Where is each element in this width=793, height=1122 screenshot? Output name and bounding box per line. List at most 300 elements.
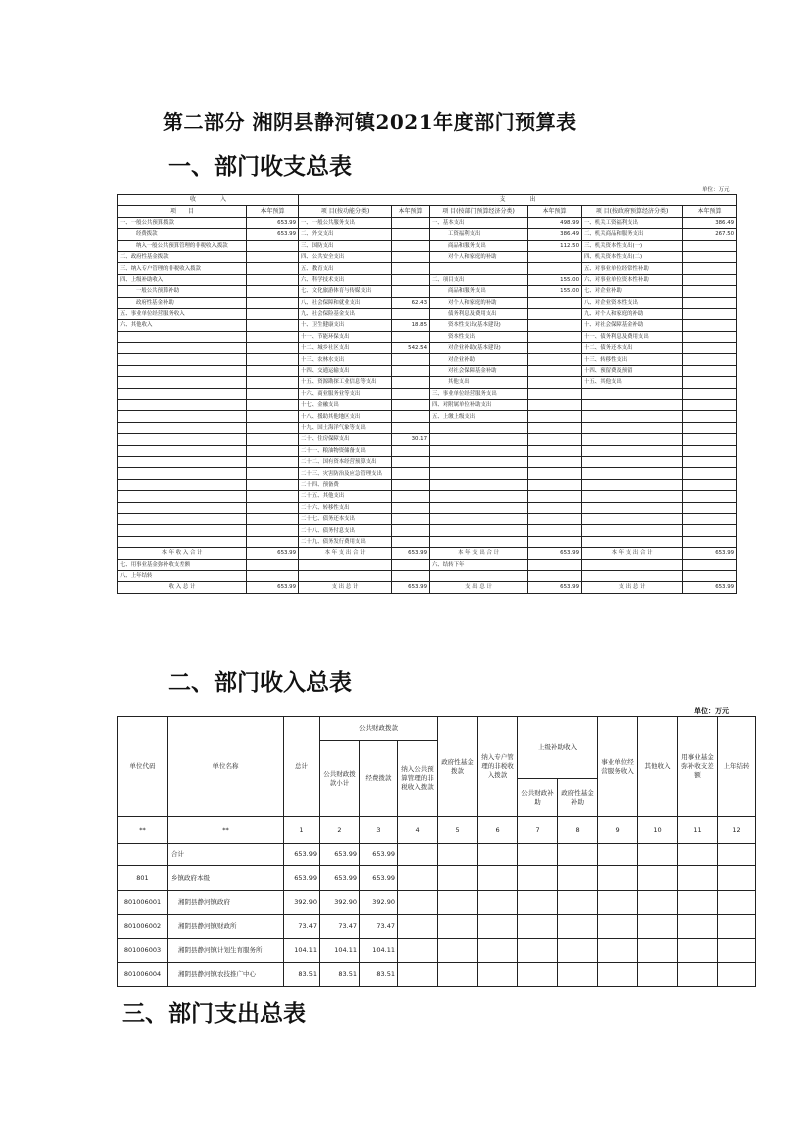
amount-cell xyxy=(683,491,737,502)
item-cell xyxy=(430,456,528,467)
item-cell: 商品和服务支出 xyxy=(430,240,528,251)
amount-cell xyxy=(247,513,299,524)
empty-cell xyxy=(398,844,438,866)
amount-cell: 653.99 xyxy=(392,582,430,593)
item-cell xyxy=(430,570,528,581)
empty-cell xyxy=(558,939,598,963)
item-cell xyxy=(582,479,683,490)
hdr-code: 单位代码 xyxy=(118,717,168,817)
empty-cell xyxy=(718,844,756,866)
item-cell xyxy=(118,365,247,376)
amount-cell xyxy=(683,536,737,547)
empty-cell xyxy=(398,963,438,987)
item-cell xyxy=(299,570,392,581)
amount-cell xyxy=(528,308,582,319)
amount-cell xyxy=(528,456,582,467)
item-cell xyxy=(582,513,683,524)
empty-cell xyxy=(598,891,638,915)
item-cell: 七、文化旅游体育与传媒支出 xyxy=(299,286,392,297)
item-cell xyxy=(118,468,247,479)
amount-cell xyxy=(392,251,430,262)
amount-cell: 62.43 xyxy=(392,297,430,308)
item-cell: 二十五、其他支出 xyxy=(299,491,392,502)
item-cell xyxy=(582,422,683,433)
item-cell xyxy=(430,536,528,547)
table-row xyxy=(118,434,737,445)
amount-cell xyxy=(392,491,430,502)
item-cell xyxy=(118,343,247,354)
item-cell: 对个人和家庭的补助 xyxy=(430,251,528,262)
table-row xyxy=(118,320,737,331)
col-header: 本年预算 xyxy=(683,206,737,217)
table-row xyxy=(118,548,737,559)
item-cell: 四、对附属单位补助支出 xyxy=(430,400,528,411)
table-row xyxy=(118,570,737,581)
unit-code-cell: 801006004 xyxy=(118,963,168,987)
item-cell xyxy=(430,479,528,490)
table-row xyxy=(118,365,737,376)
amount-cell xyxy=(392,365,430,376)
amount-cell xyxy=(247,491,299,502)
amount-cell xyxy=(683,434,737,445)
item-cell: 对企业补助(基本建设) xyxy=(430,343,528,354)
item-cell: 十二、城乡社区支出 xyxy=(299,343,392,354)
empty-cell xyxy=(638,939,678,963)
item-cell: 二十七、债务还本支出 xyxy=(299,513,392,524)
amount-cell: 653.99 xyxy=(683,582,737,593)
amount-cell: 30.17 xyxy=(392,434,430,445)
item-cell: 收 入 总 计 xyxy=(118,582,247,593)
amount-cell xyxy=(247,570,299,581)
amount-cell xyxy=(683,331,737,342)
amount-cell xyxy=(247,400,299,411)
item-cell: 一、一般公共预算拨款 xyxy=(118,217,247,228)
hdr-govfund: 政府性基金拨款 xyxy=(438,717,478,817)
empty-cell xyxy=(438,891,478,915)
amount-cell xyxy=(392,422,430,433)
item-cell: 三、纳入专户管理的非税收入拨款 xyxy=(118,263,247,274)
empty-cell xyxy=(598,939,638,963)
item-cell: 六、科学技术支出 xyxy=(299,274,392,285)
empty-cell xyxy=(718,891,756,915)
empty-cell xyxy=(718,915,756,939)
empty-cell xyxy=(478,915,518,939)
section-heading-2: 二、部门收入总表 xyxy=(168,669,352,696)
amount-cell xyxy=(528,263,582,274)
amount-cell xyxy=(528,491,582,502)
amount-cell: 392.90 xyxy=(360,891,398,915)
amount-cell xyxy=(247,525,299,536)
hdr-bizfund: 用事业基金弥补收支差额 xyxy=(678,717,718,817)
table-row xyxy=(118,445,737,456)
item-cell: 六、对事业单位资本性补助 xyxy=(582,274,683,285)
amount-cell: 653.99 xyxy=(528,548,582,559)
amount-cell xyxy=(683,251,737,262)
item-cell: 资本性支出 xyxy=(430,331,528,342)
amount-cell: 104.11 xyxy=(284,939,320,963)
hdr-name: 单位名称 xyxy=(168,717,284,817)
col-header: 本年预算 xyxy=(247,206,299,217)
unit-name-cell: 合计 xyxy=(168,844,284,866)
empty-cell xyxy=(638,963,678,987)
unit-code-cell: 801006002 xyxy=(118,915,168,939)
item-cell xyxy=(430,434,528,445)
empty-cell xyxy=(558,891,598,915)
income-header: 收 入 xyxy=(118,195,299,206)
amount-cell xyxy=(247,354,299,365)
col-header: 项 目(按政府预算经济分类) xyxy=(582,206,683,217)
table-row xyxy=(118,286,737,297)
table-row xyxy=(118,582,737,593)
amount-cell xyxy=(247,536,299,547)
item-cell: 二、机关商品和服务支出 xyxy=(582,229,683,240)
empty-cell xyxy=(678,915,718,939)
amount-cell: 155.00 xyxy=(528,286,582,297)
amount-cell xyxy=(247,422,299,433)
item-cell xyxy=(582,434,683,445)
empty-cell xyxy=(598,866,638,891)
item-cell xyxy=(299,559,392,570)
index-cell: 9 xyxy=(598,817,638,844)
unit-code-cell xyxy=(118,844,168,866)
amount-cell xyxy=(683,263,737,274)
amount-cell xyxy=(392,559,430,570)
index-row xyxy=(118,817,756,844)
amount-cell xyxy=(392,445,430,456)
amount-cell xyxy=(528,445,582,456)
amount-cell xyxy=(392,411,430,422)
item-cell: 支 出 总 计 xyxy=(430,582,528,593)
table-row xyxy=(118,536,737,547)
amount-cell xyxy=(392,400,430,411)
item-cell: 四、公共安全支出 xyxy=(299,251,392,262)
item-cell xyxy=(118,491,247,502)
item-cell: 十三、农林水支出 xyxy=(299,354,392,365)
amount-cell xyxy=(247,559,299,570)
col-header: 本年预算 xyxy=(392,206,430,217)
empty-cell xyxy=(678,963,718,987)
amount-cell xyxy=(392,286,430,297)
item-cell xyxy=(582,388,683,399)
table-row xyxy=(118,939,756,963)
amount-cell xyxy=(528,354,582,365)
unit-name-cell: 乡镇政府本级 xyxy=(168,866,284,891)
amount-cell xyxy=(392,377,430,388)
item-cell xyxy=(582,468,683,479)
index-cell: 4 xyxy=(398,817,438,844)
item-cell: 一、一般公共服务支出 xyxy=(299,217,392,228)
table1-unit: 单位：万元 xyxy=(702,187,730,193)
amount-cell xyxy=(683,274,737,285)
amount-cell xyxy=(392,331,430,342)
amount-cell xyxy=(528,502,582,513)
item-cell: 二、政府性基金拨款 xyxy=(118,251,247,262)
empty-cell xyxy=(398,939,438,963)
amount-cell: 18.85 xyxy=(392,320,430,331)
amount-cell xyxy=(392,456,430,467)
amount-cell xyxy=(528,297,582,308)
item-cell: 十二、债务还本支出 xyxy=(582,343,683,354)
empty-cell xyxy=(718,963,756,987)
item-cell xyxy=(118,354,247,365)
amount-cell xyxy=(392,513,430,524)
item-cell: 一、机关工资福利支出 xyxy=(582,217,683,228)
item-cell xyxy=(582,400,683,411)
amount-cell xyxy=(683,343,737,354)
item-cell: 商品和服务支出 xyxy=(430,286,528,297)
item-cell: 十六、商业服务业等支出 xyxy=(299,388,392,399)
table-row xyxy=(118,354,737,365)
item-cell xyxy=(118,377,247,388)
item-cell: 纳入一般公共预算管理的非税收入拨款 xyxy=(118,240,247,251)
amount-cell xyxy=(392,308,430,319)
table2-unit: 单位：万元 xyxy=(694,707,729,715)
item-cell xyxy=(582,411,683,422)
item-cell xyxy=(430,422,528,433)
item-cell: 四、上级补助收入 xyxy=(118,274,247,285)
table-row xyxy=(118,251,737,262)
item-cell: 二十六、转移性支出 xyxy=(299,502,392,513)
unit-code-cell: 801 xyxy=(118,866,168,891)
table-row xyxy=(118,844,756,866)
empty-cell xyxy=(478,866,518,891)
hdr-general: 公共财政拨款 xyxy=(320,717,438,741)
table-row xyxy=(118,229,737,240)
item-cell: 二、外交支出 xyxy=(299,229,392,240)
amount-cell: 83.51 xyxy=(284,963,320,987)
item-cell: 二、项目支出 xyxy=(430,274,528,285)
hdr-biz: 事业单位经营服务收入 xyxy=(598,717,638,817)
empty-cell xyxy=(678,891,718,915)
item-cell xyxy=(118,525,247,536)
item-cell: 二十、住房保障支出 xyxy=(299,434,392,445)
item-cell: 资本性支出(基本建设) xyxy=(430,320,528,331)
empty-cell xyxy=(598,844,638,866)
hdr-upper-general: 公共财政补助 xyxy=(518,779,558,817)
amount-cell xyxy=(683,240,737,251)
item-cell: 对社会保障基金补助 xyxy=(430,365,528,376)
table-row xyxy=(118,297,737,308)
item-cell: 十七、金融支出 xyxy=(299,400,392,411)
empty-cell xyxy=(638,866,678,891)
amount-cell xyxy=(528,570,582,581)
empty-cell xyxy=(718,866,756,891)
item-cell: 本 年 收 入 合 计 xyxy=(118,548,247,559)
amount-cell: 73.47 xyxy=(284,915,320,939)
amount-cell: 653.99 xyxy=(392,548,430,559)
item-cell xyxy=(582,456,683,467)
item-cell: 八、社会保障和就业支出 xyxy=(299,297,392,308)
item-cell xyxy=(430,263,528,274)
item-cell xyxy=(118,434,247,445)
amount-cell xyxy=(247,365,299,376)
item-cell xyxy=(430,491,528,502)
amount-cell xyxy=(683,377,737,388)
item-cell: 二十二、国有资本经营预算支出 xyxy=(299,456,392,467)
section-heading-3: 三、部门支出总表 xyxy=(122,1000,306,1027)
hdr-total: 总计 xyxy=(284,717,320,817)
item-cell xyxy=(118,513,247,524)
empty-cell xyxy=(438,963,478,987)
amount-cell xyxy=(247,468,299,479)
empty-cell xyxy=(558,844,598,866)
amount-cell xyxy=(528,320,582,331)
empty-cell xyxy=(718,939,756,963)
expense-header: 支 出 xyxy=(299,195,737,206)
table-row xyxy=(118,456,737,467)
amount-cell xyxy=(247,274,299,285)
item-cell xyxy=(118,536,247,547)
empty-cell xyxy=(598,915,638,939)
index-cell: 10 xyxy=(638,817,678,844)
table-row xyxy=(118,274,737,285)
col-header: 项 目(按功能分类) xyxy=(299,206,392,217)
amount-cell xyxy=(528,513,582,524)
amount-cell xyxy=(392,229,430,240)
amount-cell xyxy=(683,513,737,524)
amount-cell xyxy=(247,479,299,490)
hdr-special: 纳入专户管理的非税收入拨款 xyxy=(478,717,518,817)
item-cell: 本 年 支 出 合 计 xyxy=(430,548,528,559)
table-row xyxy=(118,525,737,536)
empty-cell xyxy=(678,844,718,866)
empty-cell xyxy=(518,866,558,891)
amount-cell xyxy=(683,388,737,399)
item-cell: 本 年 支 出 合 计 xyxy=(582,548,683,559)
item-cell xyxy=(582,525,683,536)
amount-cell xyxy=(528,365,582,376)
income-summary-table xyxy=(117,716,756,987)
table-row xyxy=(118,502,737,513)
item-cell: 十一、节能环保支出 xyxy=(299,331,392,342)
item-cell: 十四、交通运输支出 xyxy=(299,365,392,376)
amount-cell xyxy=(247,434,299,445)
amount-cell xyxy=(683,502,737,513)
amount-cell xyxy=(247,377,299,388)
amount-cell xyxy=(683,286,737,297)
item-cell: 六、结转下年 xyxy=(430,559,528,570)
amount-cell xyxy=(392,479,430,490)
table-row xyxy=(118,377,737,388)
amount-cell xyxy=(247,388,299,399)
unit-code-cell: 801006003 xyxy=(118,939,168,963)
amount-cell: 653.99 xyxy=(360,866,398,891)
item-cell: 三、国防支出 xyxy=(299,240,392,251)
index-cell: 1 xyxy=(284,817,320,844)
item-cell xyxy=(430,513,528,524)
amount-cell xyxy=(683,297,737,308)
item-cell: 政府性基金补助 xyxy=(118,297,247,308)
hdr-upper: 上级补助收入 xyxy=(518,717,598,779)
item-cell xyxy=(118,502,247,513)
item-cell: 六、其他收入 xyxy=(118,320,247,331)
amount-cell xyxy=(528,400,582,411)
empty-cell xyxy=(438,915,478,939)
index-cell: 7 xyxy=(518,817,558,844)
empty-cell xyxy=(398,915,438,939)
empty-cell xyxy=(438,866,478,891)
amount-cell xyxy=(683,570,737,581)
amount-cell xyxy=(683,320,737,331)
amount-cell: 112.50 xyxy=(528,240,582,251)
table-row xyxy=(118,866,756,891)
table-row xyxy=(118,915,756,939)
item-cell: 十八、援助其他地区支出 xyxy=(299,411,392,422)
empty-cell xyxy=(558,915,598,939)
item-cell: 十、卫生健康支出 xyxy=(299,320,392,331)
amount-cell xyxy=(528,536,582,547)
table-row xyxy=(118,479,737,490)
amount-cell: 83.51 xyxy=(320,963,360,987)
item-cell xyxy=(118,456,247,467)
table-row xyxy=(118,331,737,342)
hdr-other: 其他收入 xyxy=(638,717,678,817)
item-cell: 八、上年结转 xyxy=(118,570,247,581)
item-cell: 一般公共预算补助 xyxy=(118,286,247,297)
item-cell: 八、对企业资本性支出 xyxy=(582,297,683,308)
amount-cell xyxy=(392,388,430,399)
item-cell: 十五、资源勘探工业信息等支出 xyxy=(299,377,392,388)
item-cell: 四、机关资本性支出(二) xyxy=(582,251,683,262)
amount-cell: 653.99 xyxy=(284,844,320,866)
unit-name-cell: 湘阴县静河镇计划生育服务所 xyxy=(168,939,284,963)
item-cell xyxy=(582,491,683,502)
amount-cell xyxy=(528,422,582,433)
amount-cell: 653.99 xyxy=(247,217,299,228)
item-cell xyxy=(118,445,247,456)
item-cell: 五、上缴上级支出 xyxy=(430,411,528,422)
item-cell: 三、事业单位经营服务支出 xyxy=(430,388,528,399)
amount-cell: 267.50 xyxy=(683,229,737,240)
col-header: 项 目(按部门预算经济分类) xyxy=(430,206,528,217)
hdr-general-subtotal: 公共财政拨款小计 xyxy=(320,741,360,817)
index-cell: 6 xyxy=(478,817,518,844)
empty-cell xyxy=(678,866,718,891)
hdr-general-fund: 经费拨款 xyxy=(360,741,398,817)
empty-cell xyxy=(478,939,518,963)
index-cell: 8 xyxy=(558,817,598,844)
item-cell: 五、教育支出 xyxy=(299,263,392,274)
empty-cell xyxy=(518,939,558,963)
index-cell: 12 xyxy=(718,817,756,844)
item-cell: 十三、转移性支出 xyxy=(582,354,683,365)
table-row xyxy=(118,963,756,987)
amount-cell xyxy=(247,297,299,308)
table-row xyxy=(118,559,737,570)
empty-cell xyxy=(478,891,518,915)
unit-name-cell: 湘阴县静河镇财政所 xyxy=(168,915,284,939)
amount-cell xyxy=(247,411,299,422)
item-cell: 对个人和家庭的补助 xyxy=(430,297,528,308)
item-cell: 对企业补助 xyxy=(430,354,528,365)
index-cell: 2 xyxy=(320,817,360,844)
col-header: 项 目 xyxy=(118,206,247,217)
empty-cell xyxy=(598,963,638,987)
item-cell xyxy=(118,400,247,411)
table-row xyxy=(118,217,737,228)
amount-cell xyxy=(392,217,430,228)
item-cell: 一、基本支出 xyxy=(430,217,528,228)
amount-cell: 653.99 xyxy=(360,844,398,866)
empty-cell xyxy=(518,844,558,866)
table-row xyxy=(118,263,737,274)
item-cell xyxy=(118,422,247,433)
amount-cell xyxy=(683,525,737,536)
unit-name-cell: 湘阴县静河镇政府 xyxy=(168,891,284,915)
amount-cell xyxy=(392,525,430,536)
amount-cell xyxy=(392,468,430,479)
amount-cell xyxy=(247,286,299,297)
